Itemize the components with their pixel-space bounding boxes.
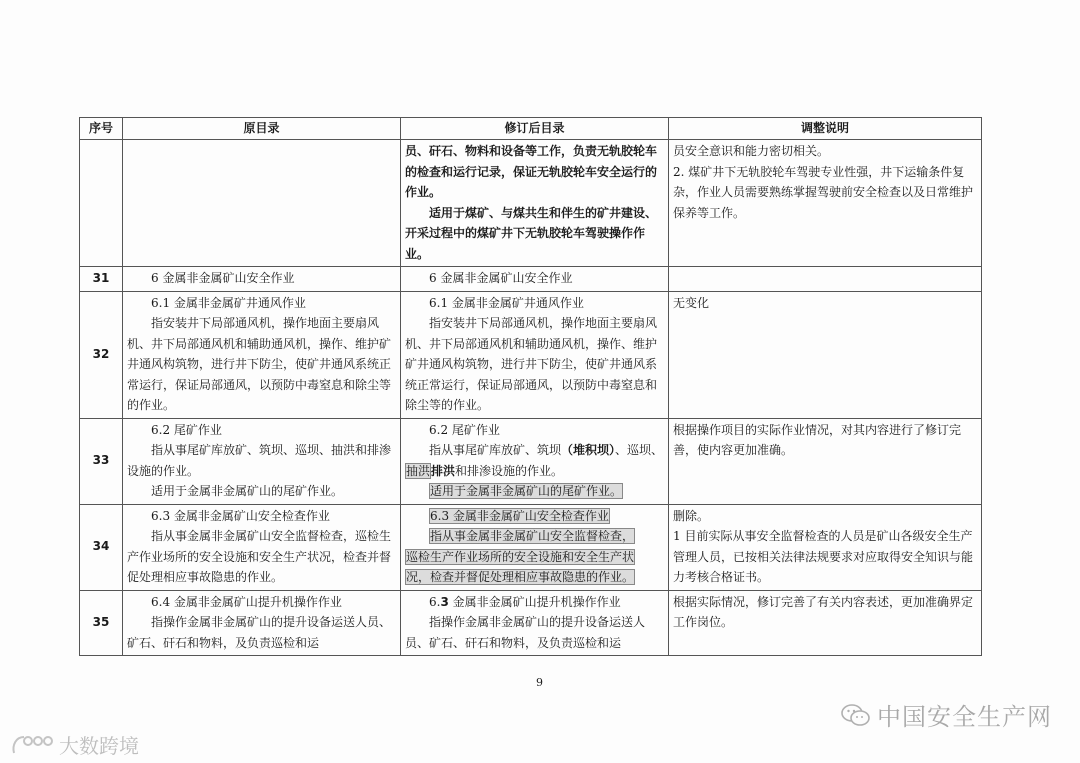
original-cell (123, 140, 401, 267)
note-cell (669, 291, 982, 418)
brand-logo-icon (10, 733, 54, 757)
note-text: 1 目前实际从事安全监督检查的人员是矿山各级安全生产管理人员，已按相关法律法规要求对应取得安全知识与能力考核合格证书。 (673, 529, 974, 584)
table-header-row (80, 118, 982, 140)
note-text: 无变化 (673, 295, 710, 310)
table-row (80, 590, 982, 656)
row-number: 33 (80, 418, 123, 504)
original-text: 指从事金属非金属矿山安全监督检查，巡检生产作业场所的安全设施和安全生产状况，检查并督促处理相应事故隐患的作业。 (127, 529, 392, 584)
revised-cell (401, 291, 669, 418)
original-text: 指安装井下局部通风机，操作地面主要扇风机、井下局部通风机和辅助通风机，操作、维护矿井通风构筑物，进行井下防尘，使矿井通风系统正常运行，保证局部通风，以预防中毒窒息和除尘等的作业。 (127, 316, 392, 412)
note-cell (669, 267, 982, 292)
revised-cell (401, 140, 669, 267)
note-cell (669, 590, 982, 656)
original-text: 指操作金属非金属矿山的提升设备运送人员、矿石、矸石和物料，及负责巡检和运 (127, 615, 392, 650)
row-number: 35 (80, 590, 123, 656)
original-text: 6 金属非金属矿山安全作业 (151, 271, 295, 285)
revised-text: 指操作金属非金属矿山的提升设备运送人员、矿石、矸石和物料，及负责巡检和运 (405, 615, 646, 650)
revised-title: 6.3 金属非金属矿山提升机操作作业 (429, 594, 621, 609)
header-seq: 序号 (80, 118, 123, 140)
header-original: 原目录 (123, 118, 401, 140)
row-number: 32 (80, 291, 123, 418)
wechat-icon (841, 703, 871, 727)
original-text: 指从事尾矿库放矿、筑坝、巡坝、抽洪和排渗设施的作业。 (127, 443, 392, 478)
original-cell (123, 590, 401, 656)
row-number: 34 (80, 504, 123, 590)
original-cell (123, 418, 401, 504)
table-row (80, 504, 982, 590)
revised-text: 员、矸石、物料和设备等工作，负责无轨胶轮车的检查和运行记录，保证无轨胶轮车安全运行的作业。 (405, 144, 658, 199)
original-cell (123, 267, 401, 292)
catalog-table (79, 117, 982, 656)
revised-text: 巡检生产作业场所的安全设施和安全生产状 (406, 549, 635, 564)
original-cell (123, 504, 401, 590)
note-cell (669, 418, 982, 504)
original-apply: 适用于金属非金属矿山的尾矿作业。 (151, 484, 344, 498)
original-cell (123, 291, 401, 418)
row-number: 31 (80, 267, 123, 292)
original-title: 6.4 金属非金属矿山提升机操作作业 (151, 594, 342, 609)
header-revised: 修订后目录 (401, 118, 669, 140)
table-row (80, 418, 982, 504)
revised-text: 指安装井下局部通风机，操作地面主要扇风机、井下局部通风机和辅助通风机，操作、维护矿井通风构筑物，进行井下防尘，使矿井通风系统正常运行，保证局部通风，以预防中毒窒息和除尘等的作业。 (405, 316, 658, 412)
revised-text: 况，检查并督促处理相应事故隐患的作业。 (406, 570, 635, 584)
note-text: 员安全意识和能力密切相关。 (673, 144, 830, 158)
original-title: 6.3 金属非金属矿山安全检查作业 (151, 508, 330, 523)
page-number: 9 (536, 676, 543, 689)
revised-title: 6.1 金属非金属矿井通风作业 (429, 295, 584, 310)
watermark-left (10, 730, 139, 759)
note-text: 根据实际情况，修订完善了有关内容表述，更加准确界定工作岗位。 (673, 594, 974, 629)
revised-apply: 适用于金属非金属矿山的尾矿作业。 (430, 484, 623, 498)
note-text: 删除。 (673, 508, 710, 523)
header-note: 调整说明 (669, 118, 982, 140)
revised-text: 指从事金属非金属矿山安全监督检查， (430, 529, 635, 543)
table-row (80, 140, 982, 267)
revised-text: 指从事尾矿库放矿、筑坝（堆积坝）、巡坝、抽洪排洪和排渗设施的作业。 (406, 443, 664, 478)
revised-text: 适用于煤矿、与煤共生和伴生的矿井建设、开采过程中的煤矿井下无轨胶轮车驾驶操作作业。 (405, 205, 658, 261)
note-cell (669, 504, 982, 590)
revised-cell (401, 267, 669, 292)
table-row (80, 291, 982, 418)
watermark-text: 大数跨境 (59, 734, 139, 758)
note-text: 根据操作项目的实际作业情况，对其内容进行了修订完善，使内容更加准确。 (673, 422, 962, 457)
note-text: 2. 煤矿井下无轨胶轮车驾驶专业性强，井下运输条件复杂，作业人员需要熟练掌握驾驶前安全检查以及日常维护保养等工作。 (673, 164, 974, 220)
row-number (80, 140, 123, 267)
table-row (80, 267, 982, 292)
revised-title: 6.3 金属非金属矿山安全检查作业 (430, 508, 609, 523)
watermark-right (841, 697, 1052, 732)
revised-title: 6.2 尾矿作业 (429, 422, 500, 437)
watermark-text: 中国安全生产网 (877, 703, 1052, 731)
revised-text: 6 金属非金属矿山安全作业 (429, 271, 573, 285)
original-title: 6.2 尾矿作业 (151, 422, 222, 437)
revised-cell (401, 504, 669, 590)
revised-cell (401, 418, 669, 504)
original-title: 6.1 金属非金属矿井通风作业 (151, 295, 306, 310)
revised-cell (401, 590, 669, 656)
note-cell (669, 140, 982, 267)
